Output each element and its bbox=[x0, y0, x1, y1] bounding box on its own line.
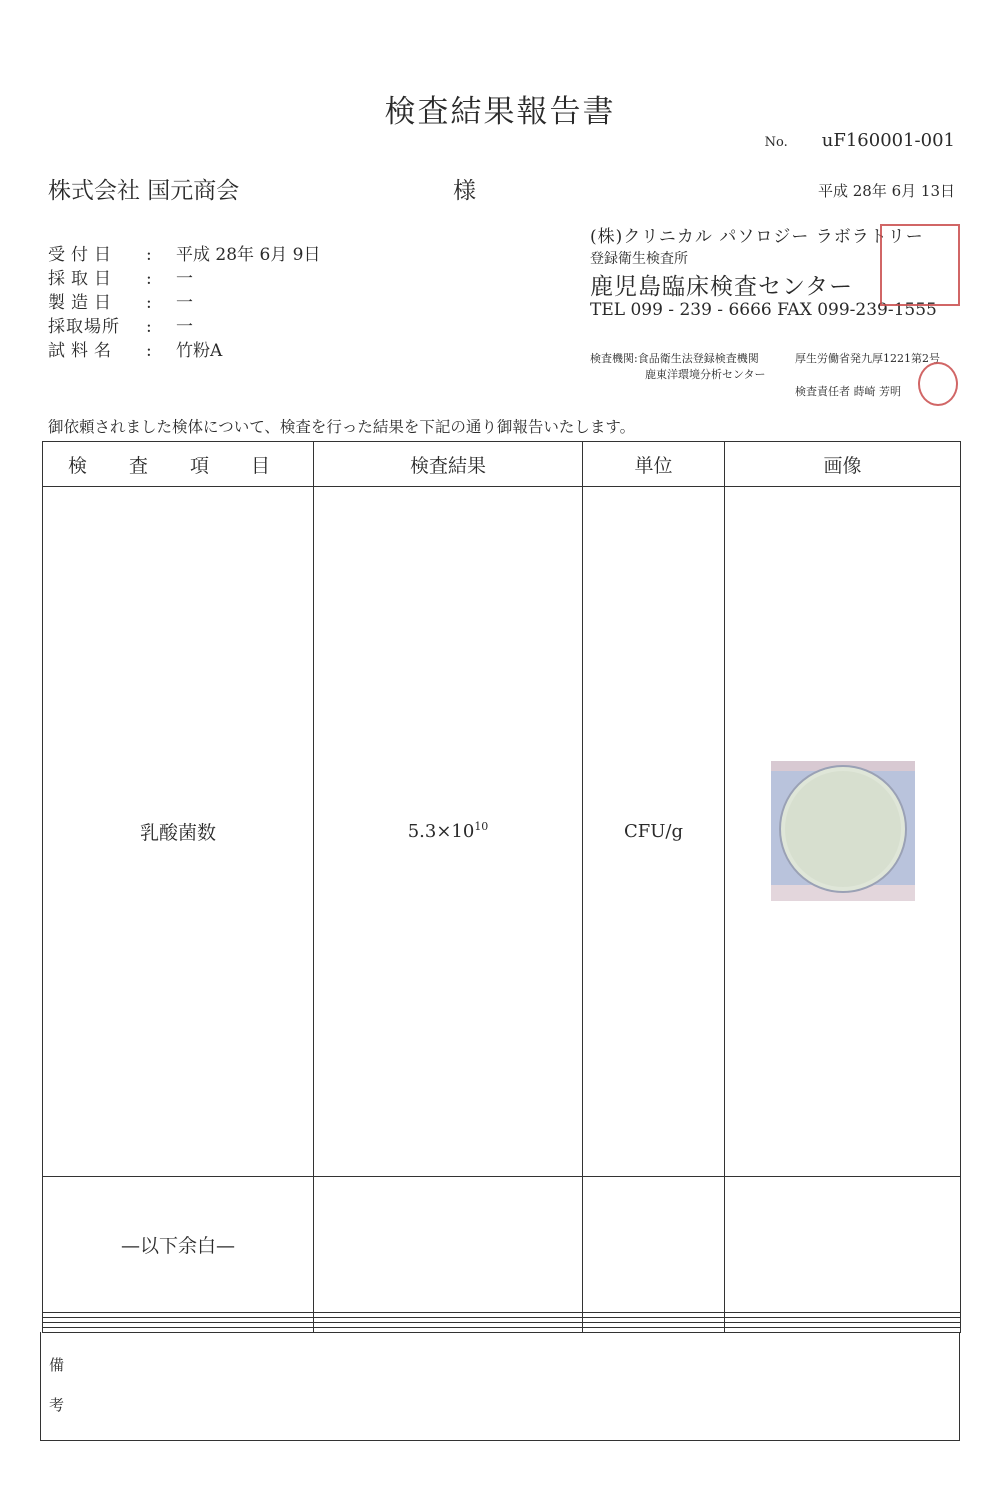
info-label: 受付日 bbox=[48, 245, 117, 265]
row-unit bbox=[583, 1176, 725, 1313]
personal-seal-stamp bbox=[918, 362, 958, 406]
remarks-label-2: 考 bbox=[49, 1396, 65, 1414]
header-image: 画像 bbox=[725, 442, 961, 487]
lab-inspection-org: 検査機関:食品衛生法登録検査機関 bbox=[590, 352, 759, 365]
row-result bbox=[314, 487, 583, 1177]
lab-approval: 厚生労働省発九厚1221第2号 bbox=[795, 352, 940, 365]
document-title: 検査結果報告書 bbox=[384, 94, 616, 130]
info-value: 一 bbox=[176, 317, 193, 337]
document-number-value: uF160001-001 bbox=[821, 130, 955, 151]
row-result bbox=[314, 1176, 583, 1313]
lab-center: 鹿児島臨床検査センター bbox=[590, 274, 854, 300]
header-unit: 単位 bbox=[583, 442, 725, 487]
row-image bbox=[725, 487, 961, 1177]
info-row-sample: 試料名 : 竹粉A bbox=[48, 336, 222, 361]
lab-company: (株)クリニカル パソロジー ラボラトリー bbox=[590, 227, 924, 247]
row-image bbox=[725, 1176, 961, 1313]
lab-contact: TEL 099 - 239 - 6666 FAX 099-239-1555 bbox=[590, 300, 937, 320]
table-header-row bbox=[43, 442, 961, 487]
lab-inspection-center: 鹿東洋環境分析センター bbox=[645, 368, 766, 381]
document-number bbox=[765, 130, 955, 151]
petri-dish-image bbox=[771, 761, 915, 901]
info-value: 平成 28年 6月 9日 bbox=[176, 245, 321, 265]
info-row-sampled: 採取日 : 一 bbox=[48, 264, 193, 289]
info-row-location: 採取場所 : 一 bbox=[48, 312, 193, 337]
company-seal-stamp bbox=[880, 224, 960, 306]
lab-supervisor: 検査責任者 蒔崎 芳明 bbox=[795, 385, 901, 398]
info-label: 採取場所 bbox=[48, 317, 120, 337]
info-value: 一 bbox=[176, 269, 193, 289]
client-suffix: 様 bbox=[453, 178, 476, 204]
info-value: 一 bbox=[176, 293, 193, 313]
remarks-label-1: 備 bbox=[49, 1356, 65, 1374]
results-table bbox=[42, 441, 961, 1333]
row-item: —以下余白— bbox=[43, 1176, 314, 1313]
row-unit: CFU/g bbox=[583, 487, 725, 1177]
info-label: 試料名 bbox=[48, 341, 117, 361]
intro-text: 御依頼されました検体について、検査を行った結果を下記の通り御報告いたします。 bbox=[48, 418, 636, 436]
lab-registration: 登録衛生検査所 bbox=[590, 251, 688, 267]
row-item: 乳酸菌数 bbox=[43, 487, 314, 1177]
remarks-box bbox=[40, 1332, 960, 1441]
table-row bbox=[43, 1176, 961, 1313]
info-label: 採取日 bbox=[48, 269, 117, 289]
info-row-manufactured: 製造日 : 一 bbox=[48, 288, 193, 313]
table-row bbox=[43, 487, 961, 1177]
info-label: 製造日 bbox=[48, 293, 117, 313]
header-result: 検査結果 bbox=[314, 442, 583, 487]
info-value: 竹粉A bbox=[176, 341, 223, 361]
report-date: 平成 28年 6月 13日 bbox=[817, 182, 955, 200]
result-base: 5.3×10 bbox=[407, 821, 475, 843]
document-number-label: No. bbox=[764, 135, 788, 150]
info-row-received: 受付日 : 平成 28年 6月 9日 bbox=[48, 240, 320, 265]
header-item: 検 査 項 目 bbox=[43, 442, 314, 487]
result-exponent: 10 bbox=[474, 820, 489, 834]
client-name: 株式会社 国元商会 bbox=[48, 178, 240, 204]
